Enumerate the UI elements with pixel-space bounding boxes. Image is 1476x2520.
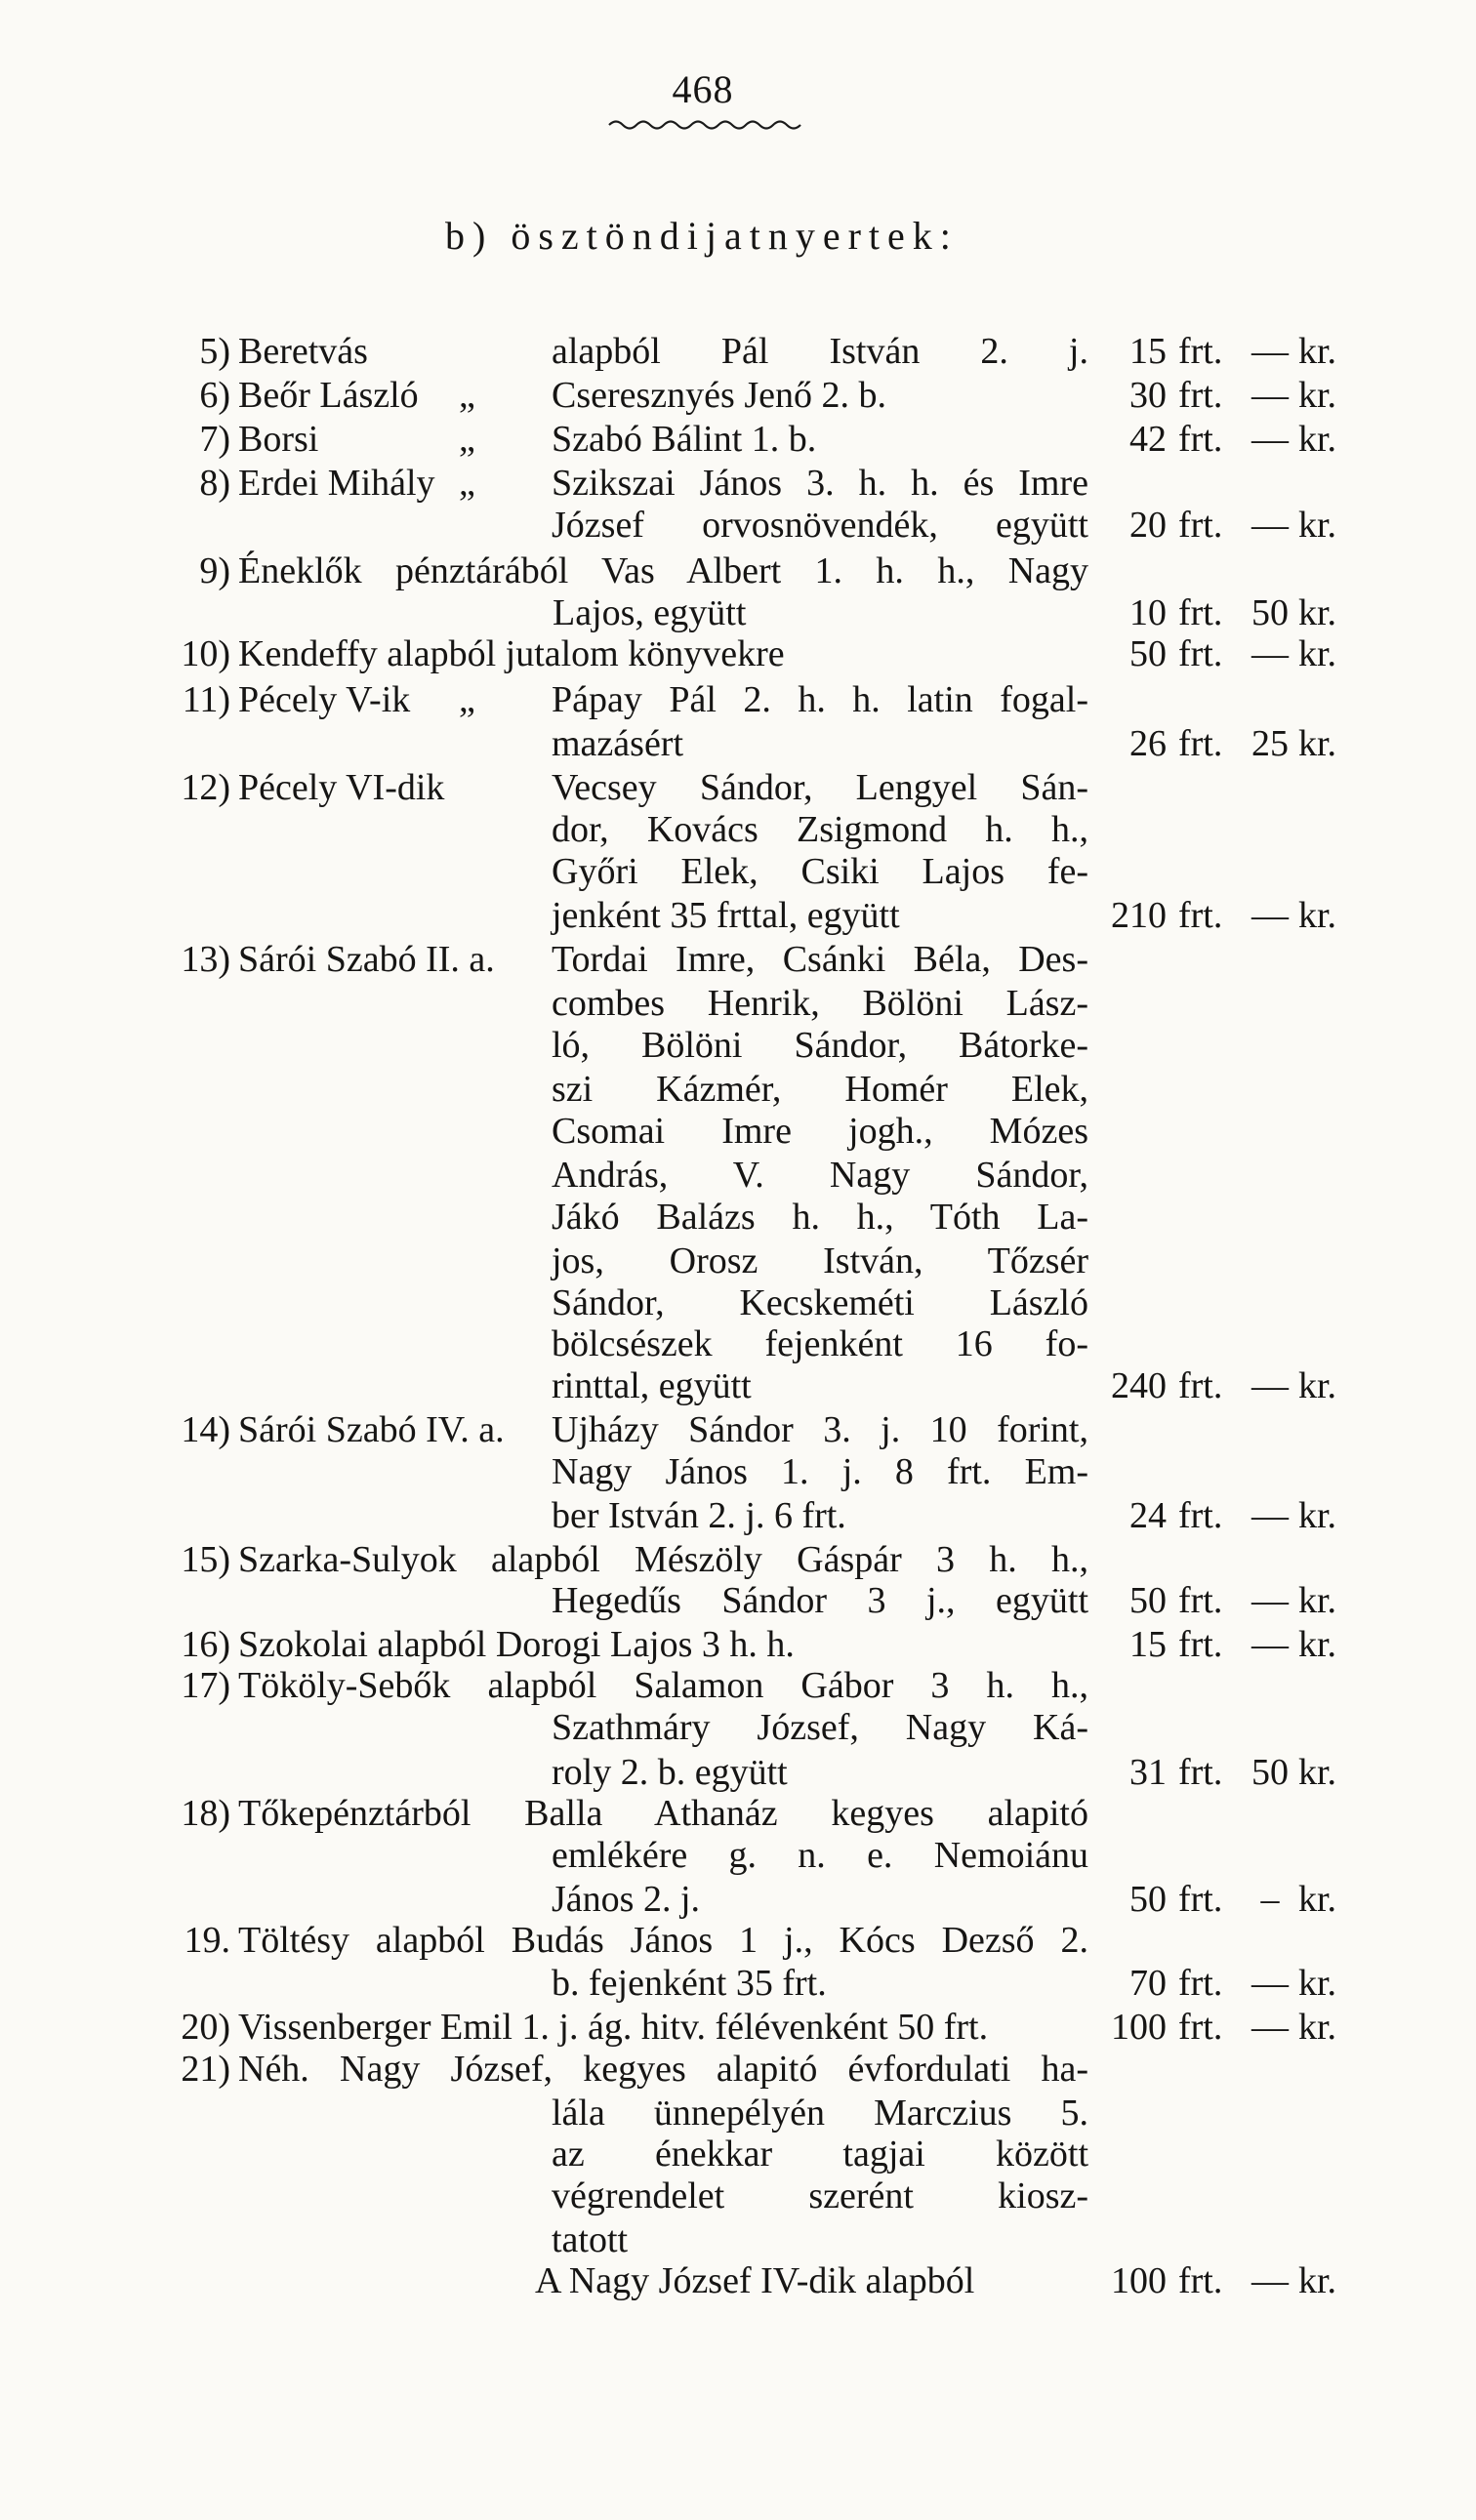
entry-recipients: az énekkar tagjai között (552, 2134, 1088, 2175)
unit-kr: kr. (1298, 1752, 1337, 1793)
entry-recipients: Vecsey Sándor, Lengyel Sán- (552, 767, 1088, 808)
amount-frt: 30 (1129, 375, 1167, 416)
entry-recipients: Győri Elek, Csiki Lajos fe- (552, 851, 1088, 892)
entry-fund: Beőr László (238, 375, 419, 416)
entry-recipients: János 2. j. (552, 1879, 700, 1920)
entry-recipients: Szikszai János 3. h. h. és Imre (552, 463, 1088, 504)
amount-frt: 240 (1111, 1365, 1167, 1406)
entry-recipients: Lajos, együtt (553, 592, 747, 633)
entry-recipients: jos, Orosz István, Tőzsér (552, 1240, 1088, 1281)
entry-recipients: ló, Bölöni Sándor, Bátorke- (552, 1025, 1088, 1066)
entry-fund: Sárói Szabó IV. a. (238, 1409, 505, 1450)
entry-line (0, 1021, 1386, 1070)
entry-recipients: Cseresznyés Jenő 2. b. (552, 375, 886, 416)
wavy-ornament-icon (607, 117, 807, 133)
entry-fund: Sárói Szabó II. a. (238, 939, 495, 980)
entry-line (0, 1491, 1386, 1540)
entry-number: 10) (181, 633, 230, 674)
amount-kr: — (1251, 1963, 1289, 2004)
unit-frt: frt. (1178, 1624, 1223, 1665)
entry-recipients: roly 2. b. együtt (552, 1752, 788, 1793)
unit-kr: kr. (1298, 723, 1337, 764)
unit-frt: frt. (1178, 2260, 1223, 2301)
amount-frt: 42 (1129, 419, 1167, 460)
amount-kr: — (1251, 331, 1289, 372)
amount-kr: — (1251, 1365, 1289, 1406)
entry-recipients: Nagy János 1. j. 8 frt. Em- (552, 1451, 1088, 1492)
unit-kr: kr. (1298, 331, 1337, 372)
entry-line (0, 2172, 1386, 2220)
entry-recipients: dor, Kovács Zsigmond h. h., (552, 809, 1088, 850)
entry-number: 8) (199, 463, 230, 504)
unit-frt: frt. (1178, 1963, 1223, 2004)
amount-kr: — (1251, 419, 1289, 460)
entry-line (0, 630, 1386, 678)
unit-kr: kr. (1298, 1879, 1337, 1920)
entry-fund: Tőkepénztárból Balla Athanáz kegyes alapitó (238, 1793, 1088, 1834)
entry-number: 18) (181, 1793, 230, 1834)
entry-line (0, 2256, 1386, 2305)
amount-frt: 26 (1129, 723, 1167, 764)
unit-kr: kr. (1298, 1580, 1337, 1621)
amount-kr: 50 (1251, 1752, 1289, 1793)
entry-number: 21) (181, 2049, 230, 2090)
entry-line (0, 2045, 1386, 2093)
entry-recipients: ber István 2. j. 6 frt. (552, 1495, 846, 1536)
ditto-mark: „ (459, 375, 475, 416)
unit-kr: kr. (1298, 592, 1337, 633)
entry-line (0, 1959, 1386, 2008)
entry-recipients: Sándor, Kecskeméti László (552, 1282, 1088, 1323)
entry-recipients: Ujházy Sándor 3. j. 10 forint, (552, 1409, 1088, 1450)
amount-frt: 50 (1129, 633, 1167, 674)
entry-number: 11) (182, 679, 230, 720)
unit-frt: frt. (1178, 1365, 1223, 1406)
unit-frt: frt. (1178, 419, 1223, 460)
entry-recipients: Hegedűs Sándor 3 j., együtt (552, 1580, 1088, 1621)
unit-frt: frt. (1178, 1879, 1223, 1920)
entry-fund: Kendeffy alapból jutalom könyvekre (238, 633, 785, 674)
entry-fund: Pécely V-ik (238, 679, 411, 720)
unit-frt: frt. (1178, 1580, 1223, 1621)
entry-recipients: rinttal, együtt (552, 1365, 752, 1406)
amount-frt: 15 (1129, 331, 1167, 372)
amount-frt: 210 (1111, 895, 1167, 936)
entry-line (0, 327, 1386, 376)
entry-recipients: Szathmáry József, Nagy Ká- (552, 1707, 1088, 1748)
entry-recipients: alapból Pál István 2. j. (552, 331, 1088, 372)
unit-frt: frt. (1178, 505, 1223, 546)
amount-frt: 15 (1129, 1624, 1167, 1665)
ditto-mark: „ (459, 679, 475, 720)
entry-number: 14) (181, 1409, 230, 1450)
entry-line (0, 1703, 1386, 1752)
ditto-mark: „ (459, 419, 475, 460)
amount-frt: 20 (1129, 505, 1167, 546)
unit-frt: frt. (1178, 375, 1223, 416)
amount-kr: 25 (1251, 723, 1289, 764)
entry-line (0, 1447, 1386, 1496)
unit-kr: kr. (1298, 1963, 1337, 2004)
entry-recipients: Csomai Imre jogh., Mózes (552, 1111, 1088, 1152)
amount-kr: — (1251, 1624, 1289, 1665)
ditto-mark: „ (459, 463, 475, 504)
unit-frt: frt. (1178, 723, 1223, 764)
entry-recipients: Jákó Balázs h. h., Tóth La- (552, 1197, 1088, 1238)
entry-number: 17) (181, 1665, 230, 1706)
unit-frt: frt. (1178, 592, 1223, 633)
entry-line (0, 1831, 1386, 1880)
entry-recipients: szi Kázmér, Homér Elek, (552, 1069, 1088, 1110)
entry-fund: Pécely VI-dik (238, 767, 445, 808)
entry-recipients: mazásért (552, 723, 684, 764)
entry-fund: Szarka-Sulyok alapból Mészöly Gáspár 3 h. h., (238, 1539, 1088, 1580)
amount-kr: — (1251, 895, 1289, 936)
amount-kr: — (1251, 2260, 1289, 2301)
unit-kr: kr. (1298, 2007, 1337, 2048)
unit-kr: kr. (1298, 419, 1337, 460)
entry-number: 6) (199, 375, 230, 416)
amount-kr: 50 (1251, 592, 1289, 633)
entry-recipients: bölcsészek fejenként 16 fo- (552, 1323, 1088, 1364)
entry-number: 7) (199, 419, 230, 460)
entry-fund: Éneklők pénztárából Vas Albert 1. h. h., Nagy (238, 550, 1088, 591)
amount-kr: — (1251, 505, 1289, 546)
unit-kr: kr. (1298, 895, 1337, 936)
amount-kr: — (1251, 375, 1289, 416)
section-heading: b) ösztöndijatnyertek: (445, 214, 959, 258)
entry-recipients: combes Henrik, Bölöni Lász- (552, 983, 1088, 1024)
entry-number: 19. (184, 1920, 230, 1961)
amount-frt: 24 (1129, 1495, 1167, 1536)
entry-line (0, 719, 1386, 768)
entry-number: 16) (181, 1624, 230, 1665)
unit-frt: frt. (1178, 633, 1223, 674)
amount-kr: — (1251, 1580, 1289, 1621)
amount-kr: — (1251, 633, 1289, 674)
entry-fund: Tököly-Sebők alapból Salamon Gábor 3 h. h., (238, 1665, 1088, 1706)
entry-recipients: Tordai Imre, Csánki Béla, Des- (552, 939, 1088, 980)
unit-frt: frt. (1178, 1495, 1223, 1536)
entry-fund: Szokolai alapból Dorogi Lajos 3 h. h. (238, 1624, 795, 1665)
entry-fund: Borsi (238, 419, 319, 460)
entry-line (0, 501, 1386, 549)
unit-kr: kr. (1298, 375, 1337, 416)
unit-frt: frt. (1178, 1752, 1223, 1793)
amount-frt: 31 (1129, 1752, 1167, 1793)
entry-line (0, 415, 1386, 464)
entry-recipients: József orvosnövendék, együtt (552, 505, 1088, 546)
entry-recipients: tatott (552, 2219, 629, 2260)
amount-kr: – (1260, 1879, 1280, 1920)
unit-frt: frt. (1178, 331, 1223, 372)
page-number: 468 (672, 67, 734, 111)
entry-line (0, 675, 1386, 724)
entry-recipients: András, V. Nagy Sándor, (552, 1155, 1088, 1196)
amount-frt: 50 (1129, 1879, 1167, 1920)
entry-recipients: Pápay Pál 2. h. h. latin fogal- (552, 679, 1088, 720)
entry-fund: Töltésy alapból Budás János 1 j., Kócs Dezső 2. (238, 1920, 1088, 1961)
entry-number: 12) (181, 767, 230, 808)
unit-kr: kr. (1298, 505, 1337, 546)
entry-line (0, 935, 1386, 984)
entry-number: 15) (181, 1539, 230, 1580)
entry-fund: Erdei Mihály (238, 463, 435, 504)
entry-recipients: emlékére g. n. e. Nemoiánu (552, 1835, 1088, 1876)
entry-fund: Beretvás (238, 331, 368, 372)
entry-line (0, 1193, 1386, 1241)
entry-fund: Vissenberger Emil 1. j. ág. hitv. félévenként 50 frt. (238, 2007, 989, 2048)
entry-number: 13) (181, 939, 230, 980)
entry-number: 5) (199, 331, 230, 372)
unit-frt: frt. (1178, 2007, 1223, 2048)
unit-kr: kr. (1298, 1624, 1337, 1665)
amount-frt: 50 (1129, 1580, 1167, 1621)
unit-frt: frt. (1178, 895, 1223, 936)
entry-line (0, 891, 1386, 940)
unit-kr: kr. (1298, 633, 1337, 674)
unit-kr: kr. (1298, 1495, 1337, 1536)
amount-frt: 100 (1111, 2007, 1167, 2048)
amount-kr: — (1251, 2007, 1289, 2048)
amount-kr: — (1251, 1495, 1289, 1536)
amount-frt: 10 (1129, 592, 1167, 633)
entry-recipients: végrendelet szerént kiosz- (552, 2175, 1088, 2216)
entry-number: 20) (181, 2007, 230, 2048)
entry-recipients: Szabó Bálint 1. b. (552, 419, 817, 460)
entry-line (0, 1576, 1386, 1625)
entry-recipients: lála ünnepélyén Marczius 5. (552, 2093, 1088, 2134)
amount-frt: 100 (1111, 2260, 1167, 2301)
entry-fund: Néh. Nagy József, kegyes alapitó évfordulati ha- (238, 2049, 1088, 2090)
entry-recipients: jenként 35 frttal, együtt (552, 895, 900, 936)
entry-line (0, 847, 1386, 896)
unit-kr: kr. (1298, 2260, 1337, 2301)
entry-line (0, 1107, 1386, 1156)
entry-number: 9) (199, 550, 230, 591)
amount-frt: 70 (1129, 1963, 1167, 2004)
unit-kr: kr. (1298, 1365, 1337, 1406)
entry-line (0, 1362, 1386, 1410)
entry-line (0, 1916, 1386, 1965)
entry-line (0, 371, 1386, 420)
entry-recipients: b. fejenként 35 frt. (552, 1963, 827, 2004)
entry-recipients: A Nagy József IV-dik alapból (535, 2260, 975, 2301)
